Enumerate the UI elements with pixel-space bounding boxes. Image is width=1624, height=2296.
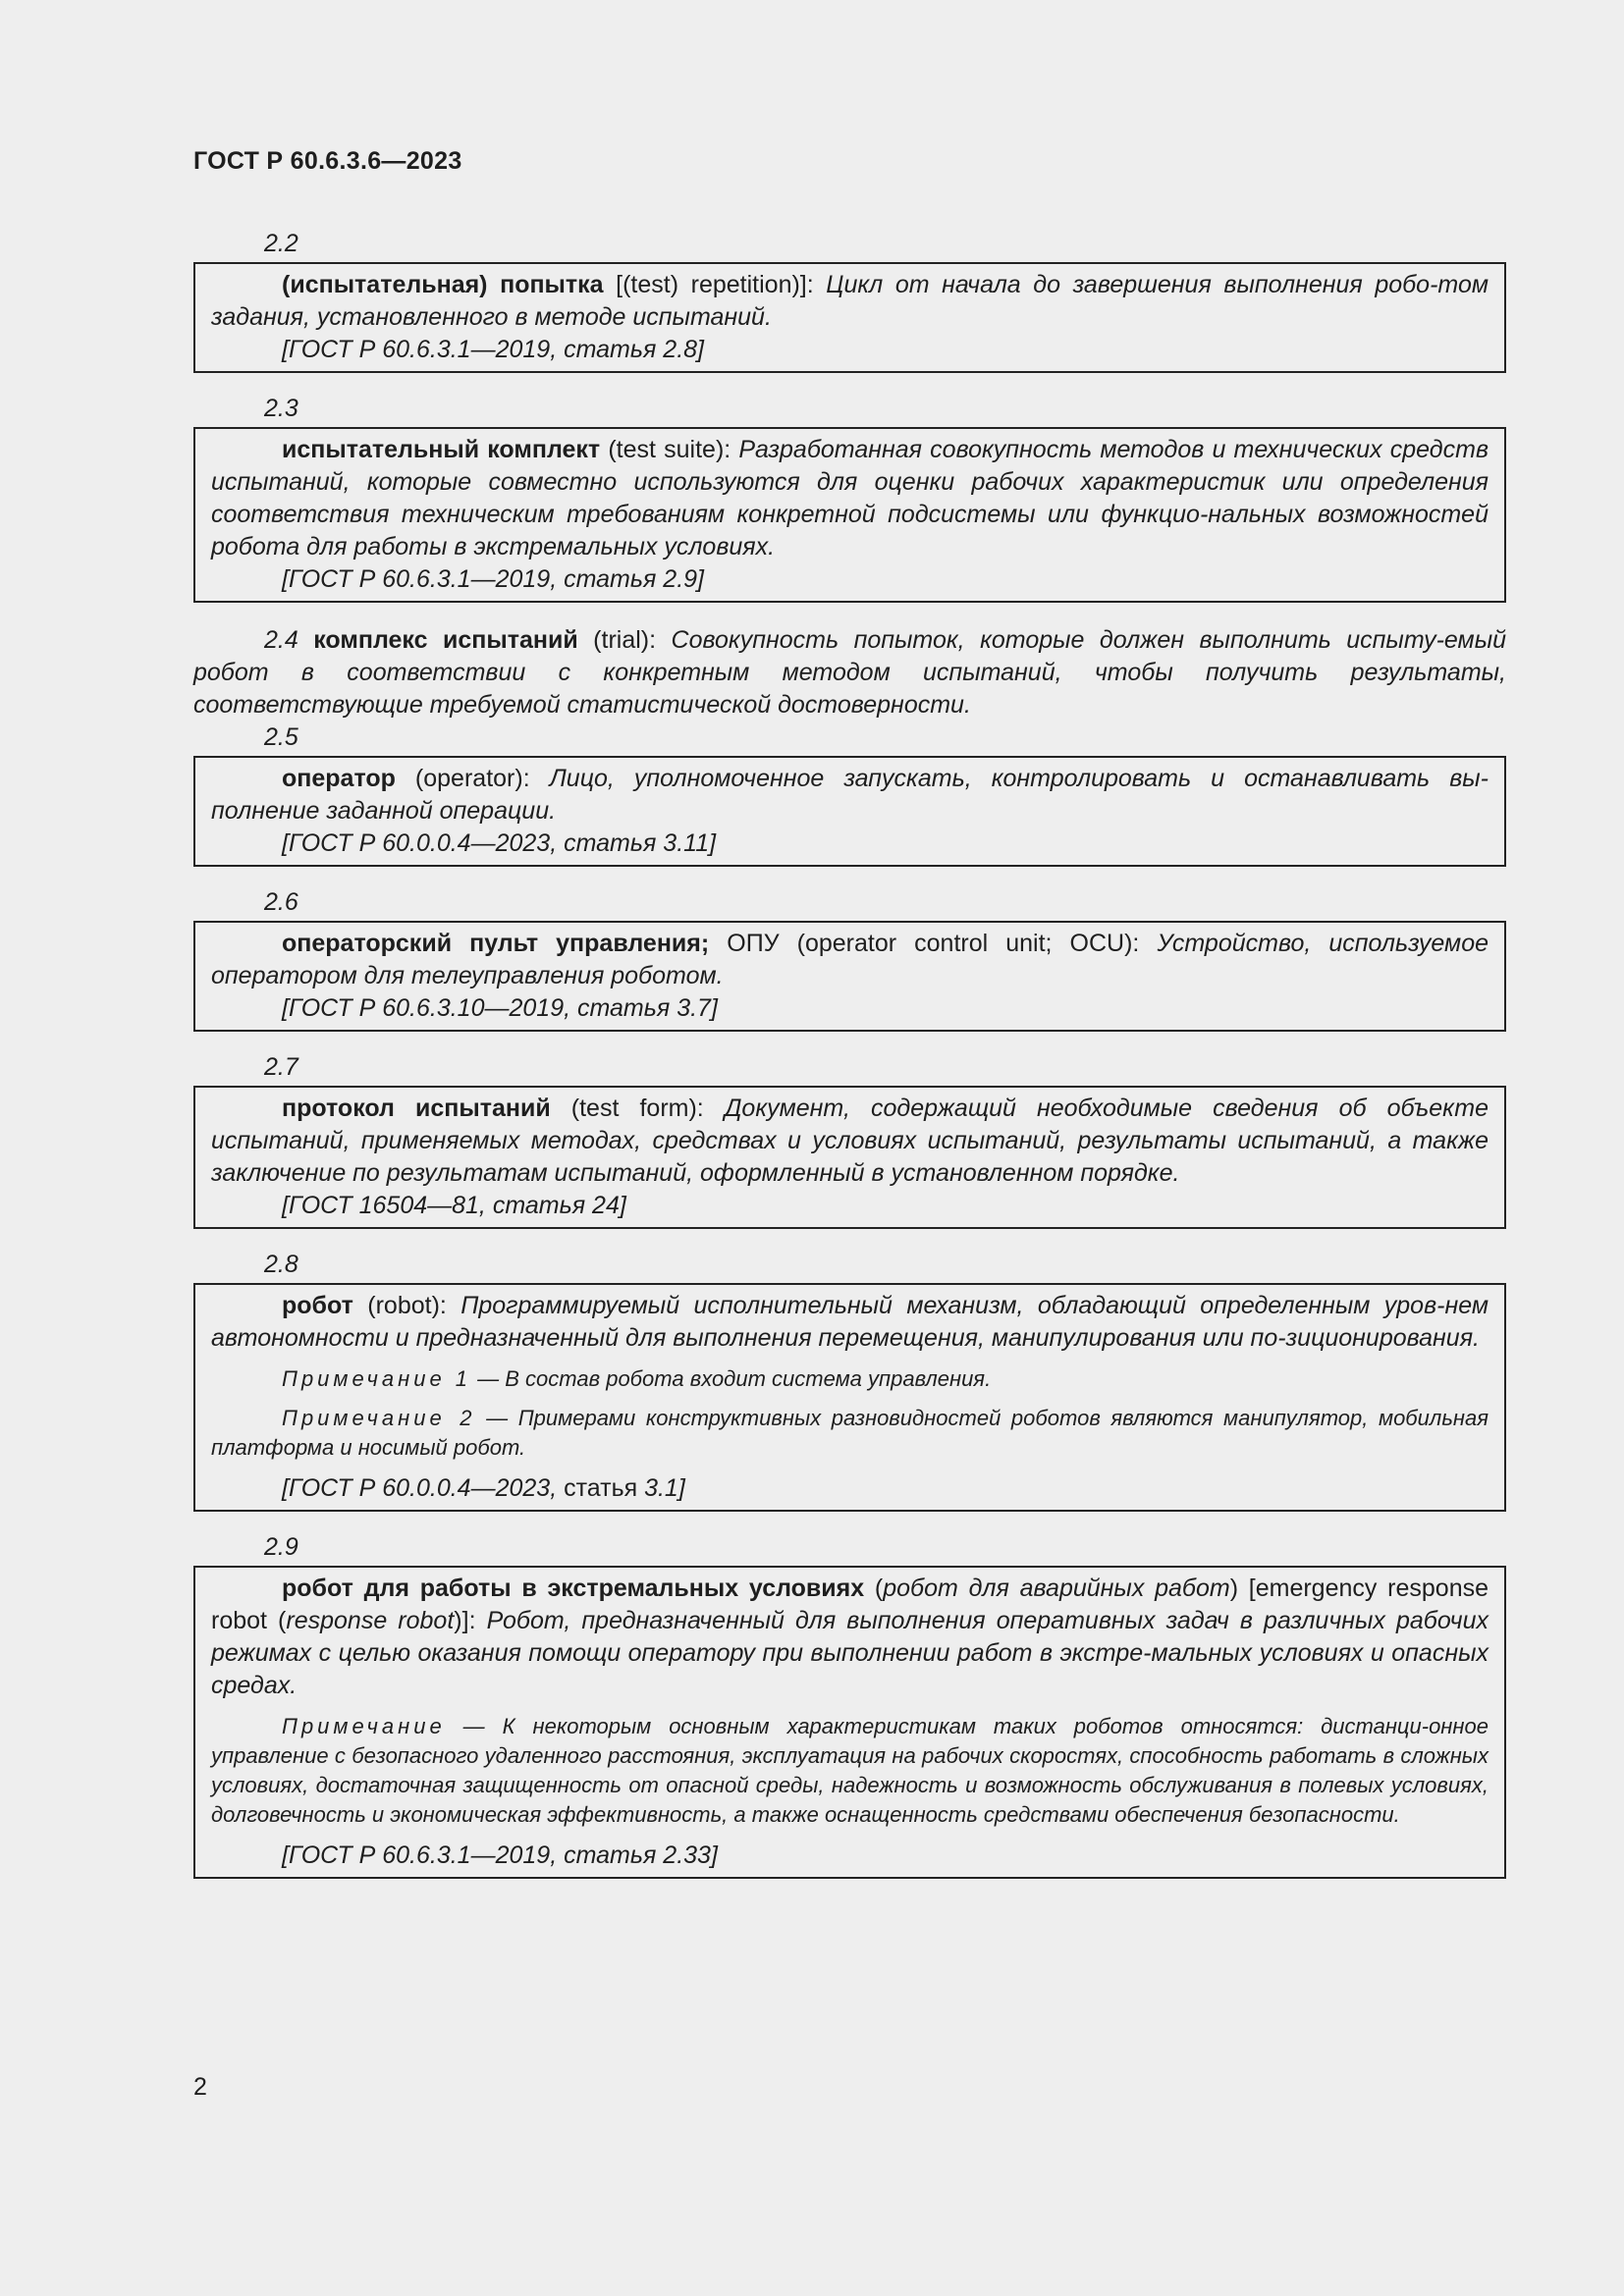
reference: [ГОСТ Р 60.6.3.1—2019, статья 2.9] <box>282 565 705 593</box>
reference: [ГОСТ Р 60.6.3.10—2019, статья 3.7] <box>282 994 718 1022</box>
reference: [ГОСТ Р 60.6.3.1—2019, статья 2.8] <box>282 336 705 363</box>
definition: Робот, предназначенный для выполнения оперативных задач в различных рабочих режимах с целью оказания помощи оператору при выполнении работ в экстре-мальных условиях и опасных средах. <box>211 1607 1489 1699</box>
term: оператор <box>282 765 396 792</box>
note: Примечание 2 — Примерами конструктивных разновидностей роботов являются манипулятор, мобильная платформа и носимый робот. <box>211 1406 1489 1460</box>
term-box: (испытательная) попытка [(test) repetition)]: Цикл от начала до завершения выполнения робо-том задания, установленного в методе испытаний. [ГОСТ Р 60.6.3.1—2019, статья 2.8] <box>193 262 1506 373</box>
term-box: протокол испытаний (test form): Документ, содержащий необходимые сведения об объекте испытаний, применяемых методах, средствах и условиях испытаний, результаты испытаний, а также заключение по результатам испытаний, оформленный в установленном порядке. [ГОСТ 16504—81, статья 24] <box>193 1086 1506 1229</box>
definition: Программируемый исполнительный механизм, обладающий определенным уров-нем автономности и предназначенный для выполнения перемещения, манипулирования или по-зиционирования. <box>211 1292 1489 1352</box>
reference: [ГОСТ Р 60.6.3.1—2019, статья 2.33] <box>282 1842 718 1869</box>
definition: Лицо, уполномоченное запускать, контролировать и останавливать вы-полнение заданной операции. <box>211 765 1489 825</box>
definition: Совокупность попыток, которые должен выполнить испыту-емый робот в соответствии с конкретным методом испытаний, чтобы получить результаты, соответствующие требуемой статистической достоверности. <box>193 626 1506 719</box>
entry-number: 2.6 <box>264 888 298 916</box>
reference: [ГОСТ Р 60.0.0.4—2023, статья 3.11] <box>282 829 717 857</box>
term-box: робот (robot): Программируемый исполнительный механизм, обладающий определенным уров-нем автономности и предназначенный для выполнения перемещения, манипулирования или по-зиционирования. Примечание 1 — В состав робота входит система управления. Примечание 2 — Примерами конструктивных разновидностей роботов являются манипулятор, мобильная платформа и носимый робот. [ГОСТ Р 60.0.0.4—2023, статья 3.1] <box>193 1283 1506 1512</box>
note: Примечание 1 — В состав робота входит система управления. <box>282 1366 992 1391</box>
entry-number: 2.2 <box>264 230 298 257</box>
definition: Цикл от начала до завершения выполнения робо-том задания, установленного в методе испытаний. <box>211 271 1489 331</box>
entry-number: 2.8 <box>264 1251 298 1278</box>
term: испытательный комплект <box>282 436 601 463</box>
definition: Разработанная совокупность методов и технических средств испытаний, которые совместно используются для оценки рабочих характеристик или определения соответствия техническим требованиям конкретной подсистемы или функцио-нальных возможностей робота для работы в экстремальных условиях. <box>211 436 1489 561</box>
term: робот <box>282 1292 353 1319</box>
term-paragraph: 2.4 комплекс испытаний (trial): Совокупность попыток, которые должен выполнить испыту-емый робот в соответствии с конкретным методом испытаний, чтобы получить результаты, соответствующие требуемой статистической достоверности. <box>193 626 1506 719</box>
entry-number: 2.3 <box>264 395 298 422</box>
term-box: операторский пульт управления; ОПУ (operator control unit; OCU): Устройство, используемое оператором для телеуправления роботом. [ГОСТ Р 60.6.3.10—2019, статья 3.7] <box>193 921 1506 1032</box>
page-number: 2 <box>193 2073 207 2101</box>
term: (испытательная) попытка <box>282 271 604 298</box>
term-box: испытательный комплект (test suite): Разработанная совокупность методов и технических средств испытаний, которые совместно используются для оценки рабочих характеристик или определения соответствия техническим требованиям конкретной подсистемы или функцио-нальных возможностей робота для работы в экстремальных условиях. [ГОСТ Р 60.6.3.1—2019, статья 2.9] <box>193 427 1506 603</box>
term: робот для работы в экстремальных условиях <box>282 1575 865 1602</box>
entry-number: 2.7 <box>264 1053 298 1081</box>
entry-number: 2.5 <box>264 723 298 751</box>
term: комплекс испытаний <box>313 626 578 654</box>
page-body <box>193 228 1506 1879</box>
term-box: робот для работы в экстремальных условиях (робот для аварийных работ) [emergency response robot (response robot)]: Робот, предназначенный для выполнения оперативных задач в различных рабочих режимах с целью оказания помощи оператору при выполнении работ в экстре-мальных условиях и опасных средах. Примечание — К некоторым основным характеристикам таких роботов относятся: дистанци-онное управление с безопасного удаленного расстояния, эксплуатация на рабочих скоростях, способность работать в сложных условиях, достаточная защищенность от опасной среды, надежность и возможность обслуживания в полевых условиях, долговечность и экономическая эффективность, а также оснащенность средствами обеспечения безопасности. [ГОСТ Р 60.6.3.1—2019, статья 2.33] <box>193 1566 1506 1879</box>
definition: Устройство, используемое оператором для телеуправления роботом. <box>211 930 1489 989</box>
term: операторский пульт управления; <box>282 930 710 957</box>
term: протокол испытаний <box>282 1095 551 1122</box>
definition: Документ, содержащий необходимые сведения об объекте испытаний, применяемых методах, средствах и условиях испытаний, результаты испытаний, а также заключение по результатам испытаний, оформленный в установленном порядке. <box>211 1095 1489 1187</box>
page-header: ГОСТ Р 60.6.3.6—2023 <box>193 147 462 175</box>
term-box: оператор (operator): Лицо, уполномоченное запускать, контролировать и останавливать вы-полнение заданной операции. [ГОСТ Р 60.0.0.4—2023, статья 3.11] <box>193 756 1506 867</box>
reference: [ГОСТ Р 60.0.0.4—2023, статья 3.1] <box>282 1474 685 1502</box>
reference: [ГОСТ 16504—81, статья 24] <box>282 1192 626 1219</box>
entry-number: 2.9 <box>264 1533 298 1561</box>
note: Примечание — К некоторым основным характеристикам таких роботов относятся: дистанци-онное управление с безопасного удаленного расстояния, эксплуатация на рабочих скоростях, способность работать в сложных условиях, достаточная защищенность от опасной среды, надежность и возможность обслуживания в полевых условиях, долговечность и экономическая эффективность, а также оснащенность средствами обеспечения безопасности. <box>211 1714 1489 1827</box>
